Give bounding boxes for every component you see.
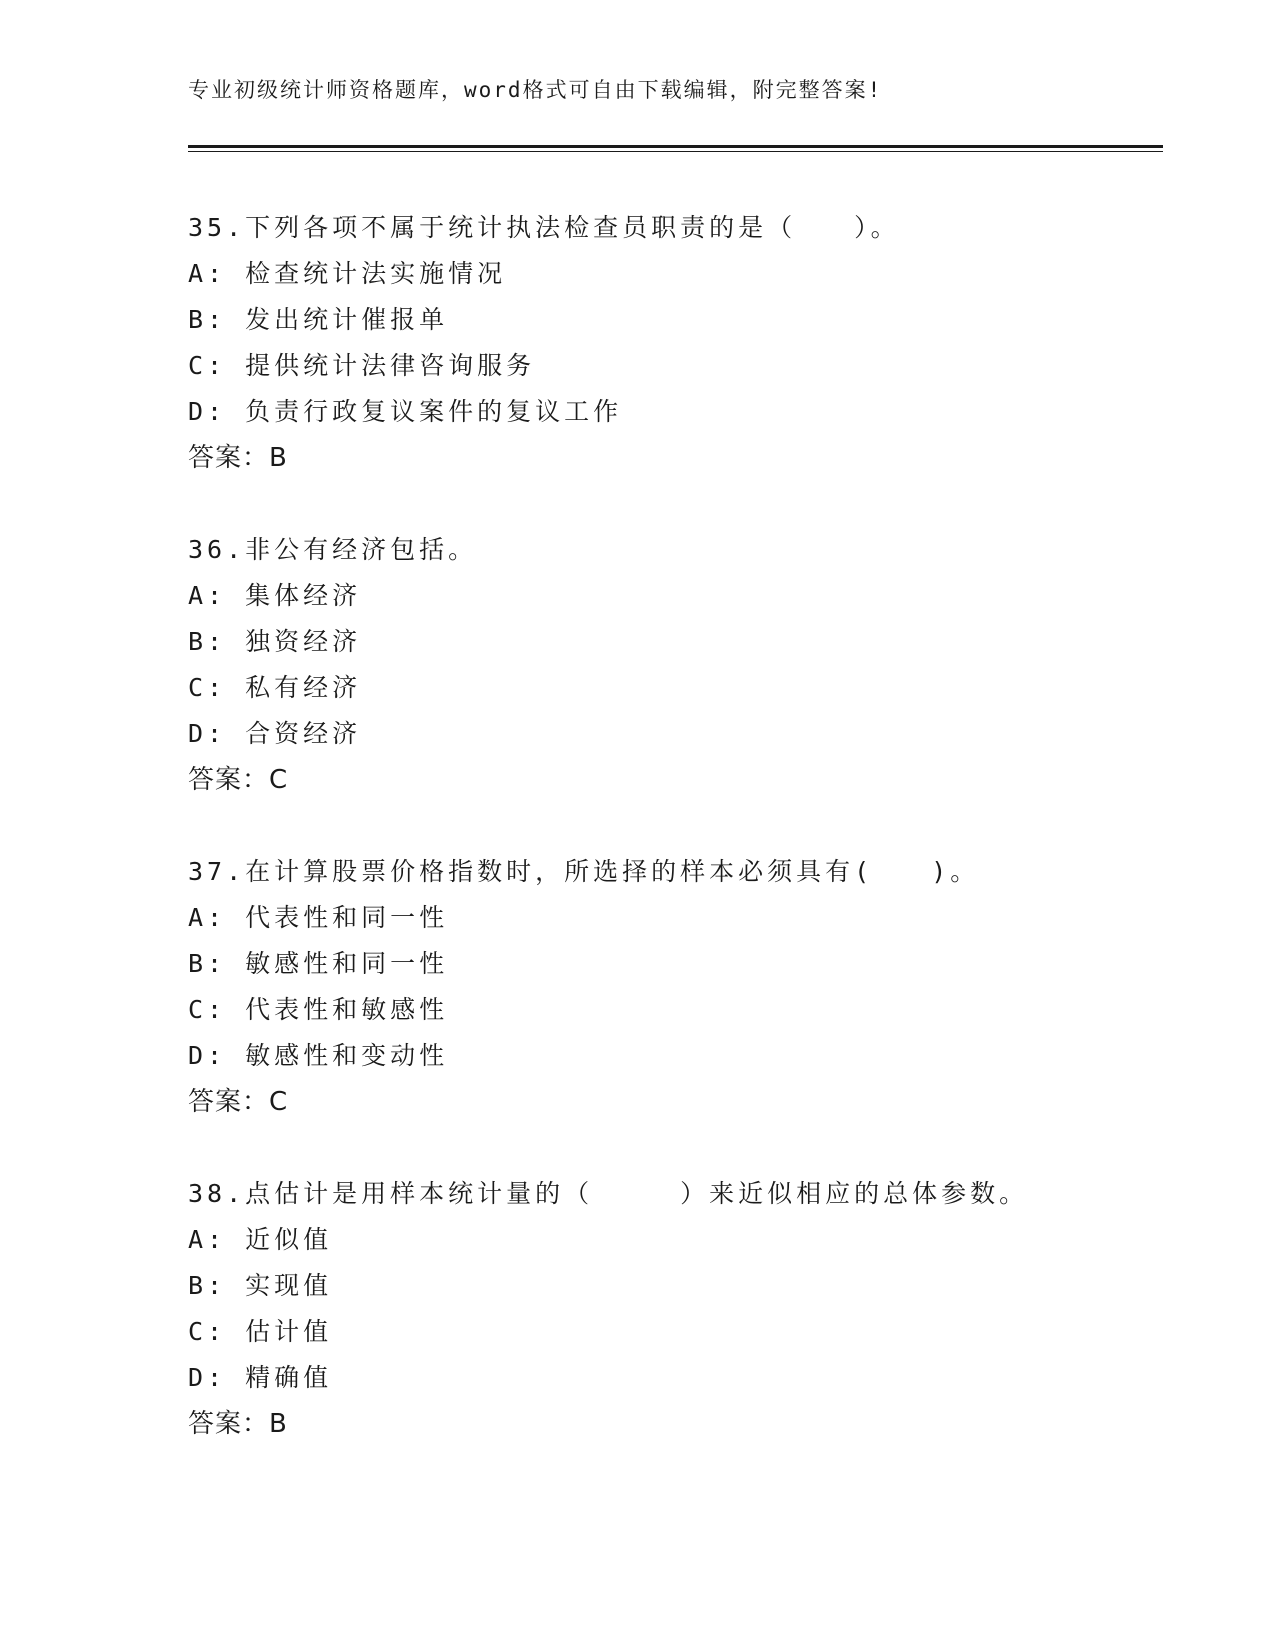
question-35 xyxy=(188,205,1168,481)
option-d: D: 负责行政复议案件的复议工作 xyxy=(188,397,623,426)
option-d: D: 精确值 xyxy=(188,1363,333,1392)
question-stem: 37.在计算股票价格指数时，所选择的样本必须具有( )。 xyxy=(188,857,980,886)
option-b: B: 独资经济 xyxy=(188,627,362,656)
answer-line: 答案：C xyxy=(188,1087,289,1117)
header-divider xyxy=(188,145,1163,152)
option-b: B: 实现值 xyxy=(188,1271,333,1300)
question-37 xyxy=(188,849,1168,1125)
question-list xyxy=(188,205,1168,1493)
option-c: C: 私有经济 xyxy=(188,673,362,702)
option-d: D: 合资经济 xyxy=(188,719,362,748)
question-stem: 38.点估计是用样本统计量的（ ）来近似相应的总体参数。 xyxy=(188,1179,1029,1208)
answer-line: 答案：C xyxy=(188,765,289,795)
option-a: A: 检查统计法实施情况 xyxy=(188,259,507,288)
option-a: A: 近似值 xyxy=(188,1225,333,1254)
option-b: B: 发出统计催报单 xyxy=(188,305,449,334)
question-stem: 35.下列各项不属于统计执法检查员职责的是（ ）。 xyxy=(188,213,900,242)
answer-line: 答案：B xyxy=(188,1409,288,1439)
question-stem: 36.非公有经济包括。 xyxy=(188,535,478,564)
answer-line: 答案：B xyxy=(188,443,288,473)
option-c: C: 代表性和敏感性 xyxy=(188,995,449,1024)
option-d: D: 敏感性和变动性 xyxy=(188,1041,449,1070)
question-38 xyxy=(188,1171,1168,1447)
option-c: C: 估计值 xyxy=(188,1317,333,1346)
question-36 xyxy=(188,527,1168,803)
option-c: C: 提供统计法律咨询服务 xyxy=(188,351,536,380)
option-b: B: 敏感性和同一性 xyxy=(188,949,449,978)
option-a: A: 集体经济 xyxy=(188,581,362,610)
page-header: 专业初级统计师资格题库，word格式可自由下载编辑，附完整答案! xyxy=(188,78,883,102)
option-a: A: 代表性和同一性 xyxy=(188,903,449,932)
